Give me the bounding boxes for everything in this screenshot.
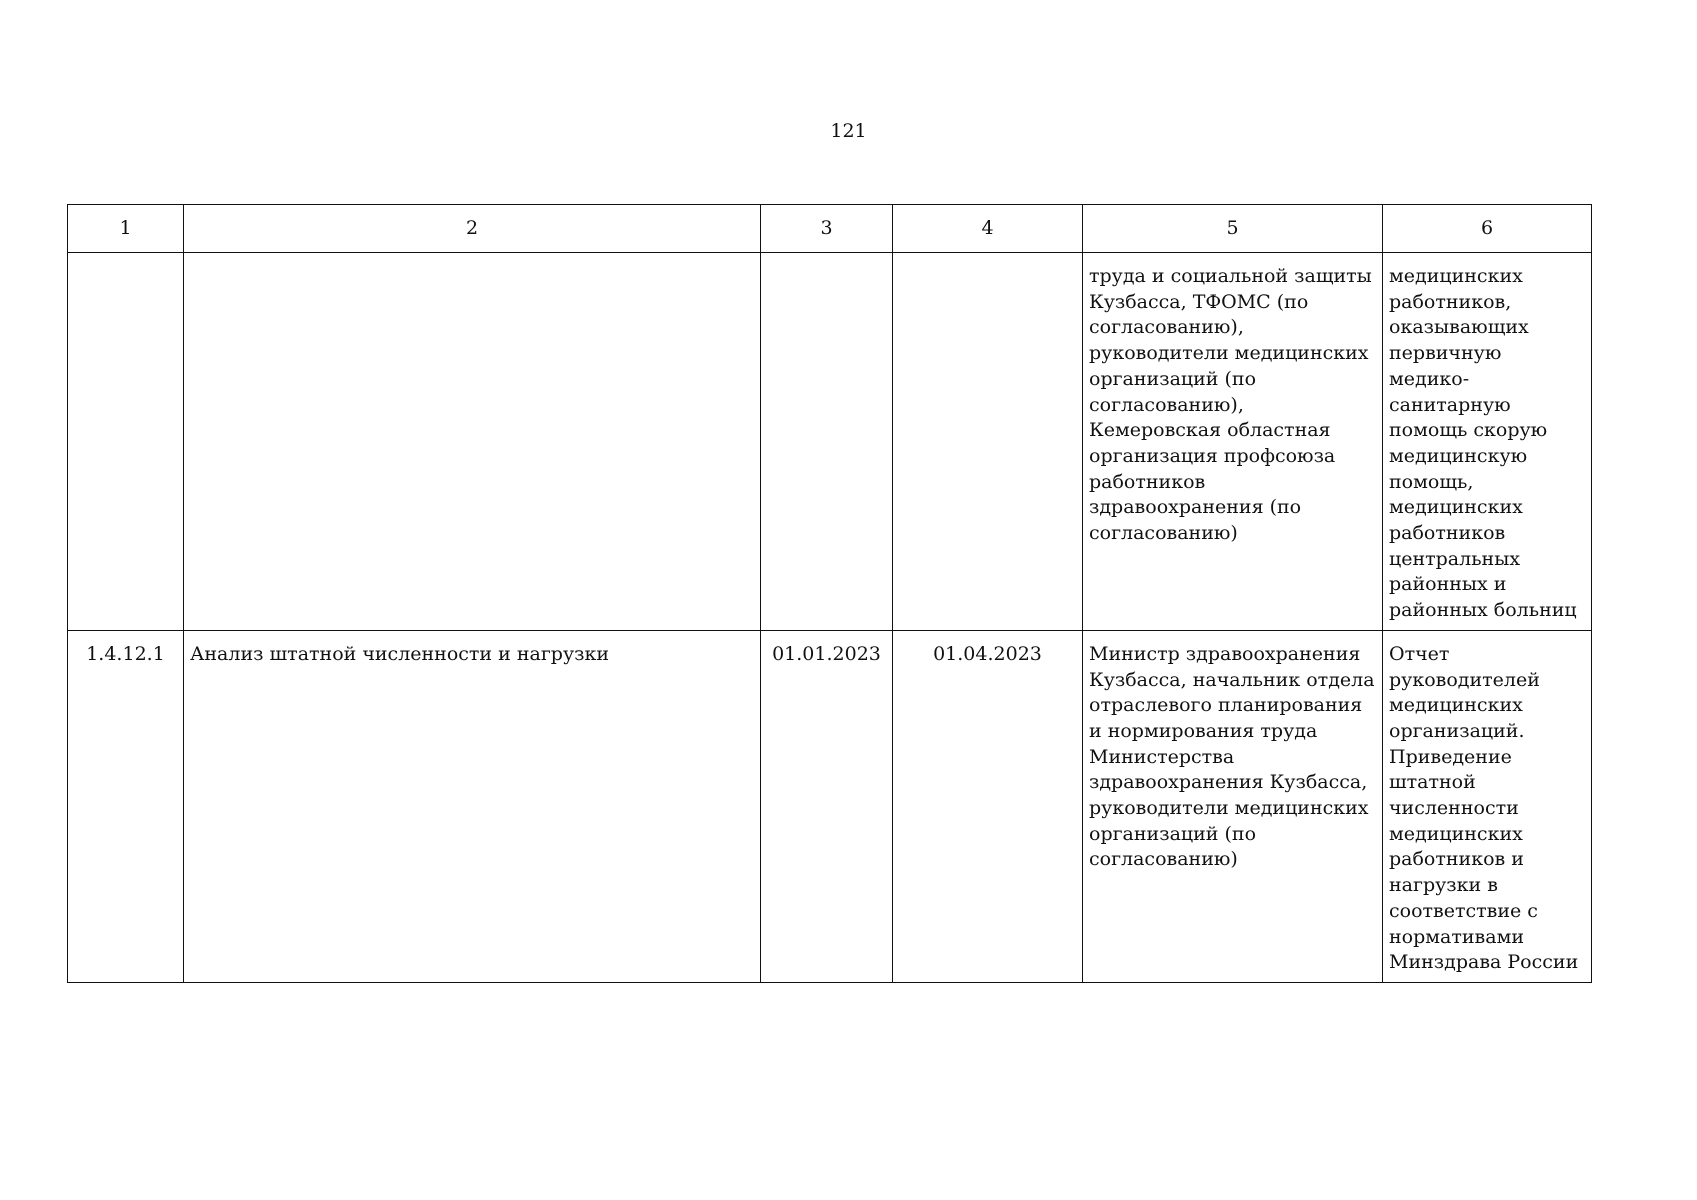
plan-table [67,204,1592,983]
cell-number [68,253,184,631]
column-header-2: 2 [184,205,761,253]
cell-result: Отчет руководителей медицинских организаций. Приведение штатной численности медицинских работников и нагрузки в соответствие с нормативами Минздрава России [1383,630,1592,982]
page-number: 121 [830,120,867,142]
column-header-5: 5 [1083,205,1383,253]
column-header-4: 4 [893,205,1083,253]
table-row [68,253,1592,631]
column-header-1: 1 [68,205,184,253]
cell-end-date: 01.04.2023 [893,630,1083,982]
cell-start-date: 01.01.2023 [761,630,893,982]
cell-responsible: труда и социальной защиты Кузбасса, ТФОМС (по согласованию), руководители медицинских организаций (по согласованию), Кемеровская областная организация профсоюза работников здравоохранения (по согласованию) [1083,253,1383,631]
cell-end-date [893,253,1083,631]
column-header-3: 3 [761,205,893,253]
table-row [68,630,1592,982]
cell-activity: Анализ штатной численности и нагрузки [184,630,761,982]
cell-result: медицинских работников, оказывающих первичную медико-санитарную помощь скорую медицинскую помощь, медицинских работников центральных районных и районных больниц [1383,253,1592,631]
cell-responsible: Министр здравоохранения Кузбасса, начальник отдела отраслевого планирования и нормирования труда Министерства здравоохранения Кузбасса, руководители медицинских организаций (по согласованию) [1083,630,1383,982]
table-header-row [68,205,1592,253]
cell-number: 1.4.12.1 [68,630,184,982]
column-header-6: 6 [1383,205,1592,253]
cell-activity [184,253,761,631]
cell-start-date [761,253,893,631]
